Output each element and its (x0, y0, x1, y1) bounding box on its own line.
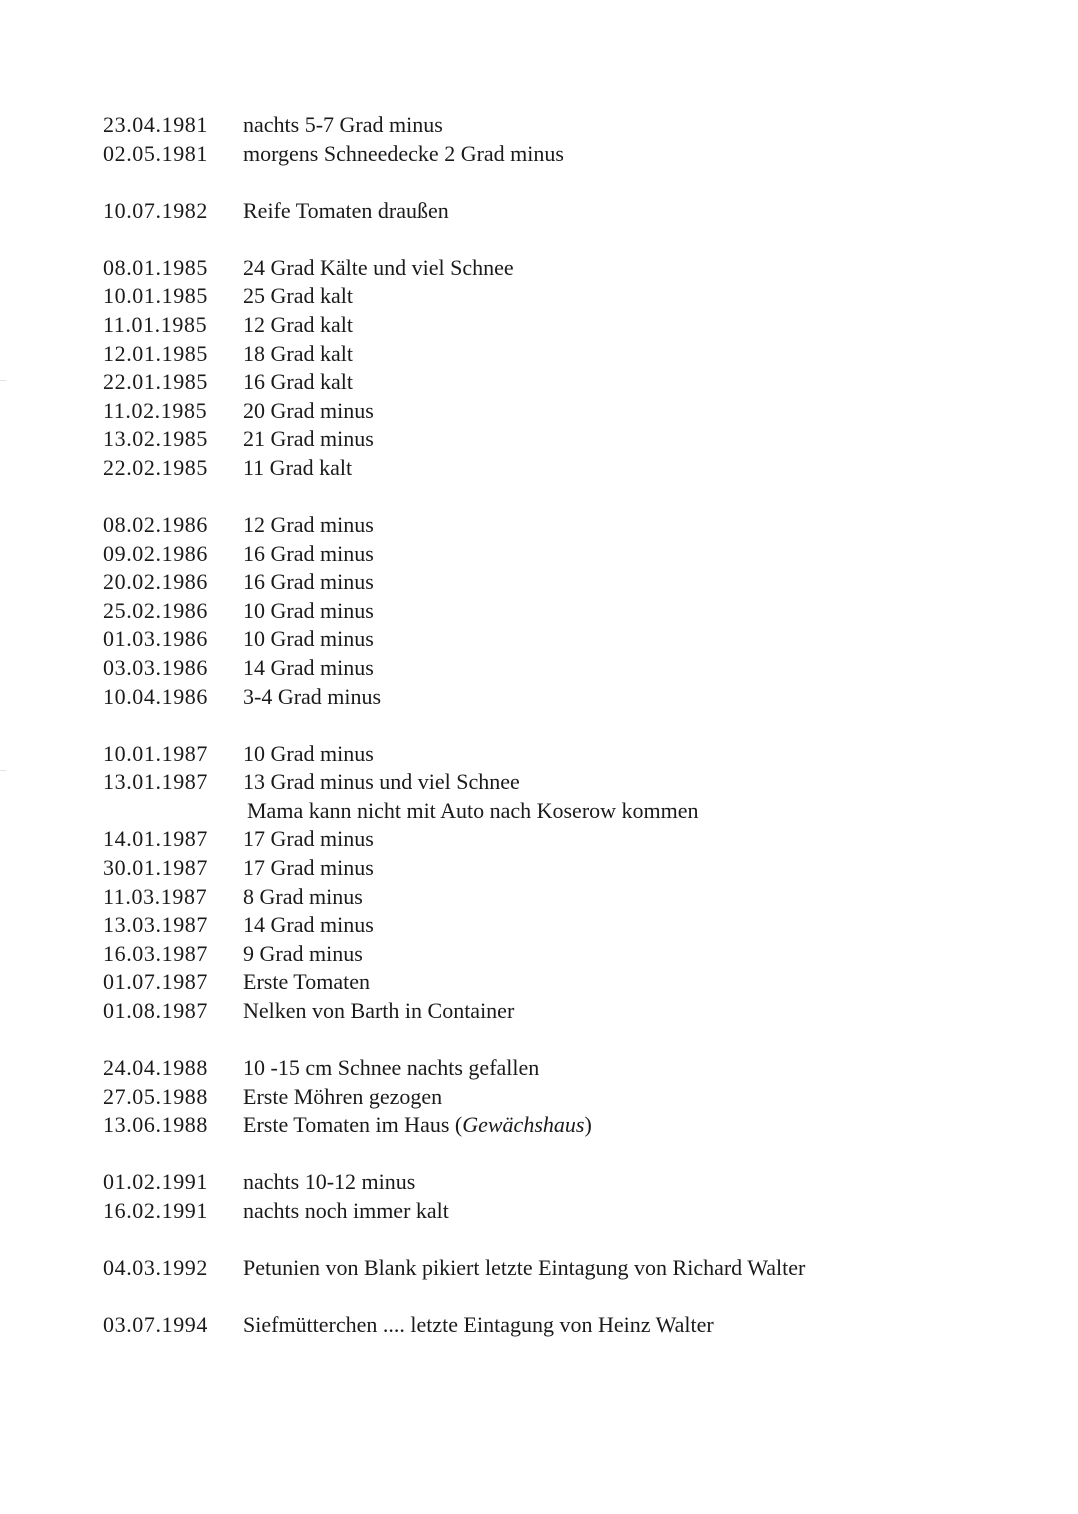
entry-note-italic: Gewächshaus (462, 1112, 585, 1138)
entry-note-text: 9 Grad minus (243, 940, 363, 966)
log-entry (103, 1311, 1003, 1340)
entry-date: 13.01.1987 (103, 769, 208, 795)
log-entry (103, 540, 1003, 569)
log-entry (103, 425, 1003, 454)
entry-note (243, 425, 1003, 454)
entry-group (103, 740, 1003, 1026)
entry-note-text: 25 Grad kalt (243, 283, 353, 309)
entry-date: 01.03.1986 (103, 626, 208, 652)
entry-note (243, 768, 1003, 797)
entry-date: 23.04.1981 (103, 112, 208, 137)
log-entry (103, 797, 1003, 826)
log-entry (103, 311, 1003, 340)
entry-note-text: 20 Grad minus (243, 397, 374, 423)
entry-date: 01.02.1991 (103, 1169, 208, 1195)
entry-date: 22.02.1985 (103, 454, 208, 480)
entry-note (243, 340, 1003, 369)
log-entry (103, 511, 1003, 540)
entry-note (243, 1083, 1003, 1112)
entry-date: 25.02.1986 (103, 597, 208, 623)
entry-note-text: 24 Grad Kälte und viel Schnee (243, 254, 514, 280)
entry-note (243, 454, 1003, 483)
log-entry (103, 1083, 1003, 1112)
entry-note (243, 368, 1003, 397)
entry-note (243, 740, 1003, 769)
entry-note-text: Reife Tomaten draußen (243, 197, 449, 223)
log-entry (103, 340, 1003, 369)
entry-note-text: 13 Grad minus und viel Schnee (243, 769, 520, 795)
entry-date: 11.02.1985 (103, 397, 208, 423)
entry-date: 08.02.1986 (103, 512, 208, 538)
log-entry (103, 683, 1003, 712)
entry-date: 10.07.1982 (103, 197, 208, 223)
entry-group (103, 1254, 1003, 1283)
log-entry (103, 625, 1003, 654)
entry-note-text: Mama kann nicht mit Auto nach Koserow kommen (247, 797, 699, 823)
entry-note-text: 18 Grad kalt (243, 340, 353, 366)
entry-note-text: Petunien von Blank pikiert letzte Eintagung von Richard Walter (243, 1255, 806, 1281)
entry-group (103, 1168, 1003, 1225)
entry-date: 02.05.1981 (103, 140, 208, 166)
log-entry (103, 1197, 1003, 1226)
entry-note (243, 254, 1003, 283)
entry-date: 13.02.1985 (103, 426, 208, 452)
entry-note-text: 10 Grad minus (243, 626, 374, 652)
entry-date: 13.06.1988 (103, 1112, 208, 1138)
entry-date: 20.02.1986 (103, 569, 208, 595)
entry-note (243, 597, 1003, 626)
log-entry (103, 111, 1003, 140)
log-entry (103, 883, 1003, 912)
entry-note-text: 17 Grad minus (243, 826, 374, 852)
entry-note (243, 625, 1003, 654)
log-entry (103, 740, 1003, 769)
entry-note (243, 940, 1003, 969)
entry-note-text: 16 Grad minus (243, 569, 374, 595)
entry-note-text: 16 Grad minus (243, 540, 374, 566)
scan-edge-mark (0, 770, 6, 771)
entry-note (243, 968, 1003, 997)
entry-note-text: 12 Grad minus (243, 512, 374, 538)
entry-note-text: 14 Grad minus (243, 912, 374, 938)
entry-note (243, 911, 1003, 940)
entry-date: 14.01.1987 (103, 826, 208, 852)
log-entry (103, 968, 1003, 997)
entry-date: 03.07.1994 (103, 1312, 208, 1338)
entry-group (103, 511, 1003, 711)
entry-note (243, 883, 1003, 912)
entry-date: 01.07.1987 (103, 969, 208, 995)
log-entry (103, 825, 1003, 854)
log-entry (103, 1111, 1003, 1140)
entry-date: 10.04.1986 (103, 683, 208, 709)
log-entry (103, 940, 1003, 969)
log-entry (103, 568, 1003, 597)
entry-note (243, 140, 1003, 169)
entry-note (243, 854, 1003, 883)
entry-note-text: 16 Grad kalt (243, 369, 353, 395)
entry-note (243, 1197, 1003, 1226)
entry-note (243, 1254, 1003, 1283)
log-entry (103, 597, 1003, 626)
entry-date (103, 797, 243, 826)
entry-note (243, 568, 1003, 597)
entry-note (243, 683, 1003, 712)
entry-date: 10.01.1987 (103, 740, 208, 766)
entry-note-text: Erste Tomaten im Haus ( (243, 1112, 463, 1138)
log-entry (103, 197, 1003, 226)
entry-date: 11.03.1987 (103, 883, 208, 909)
entry-group (103, 197, 1003, 226)
garden-weather-log (103, 111, 1003, 1368)
entry-date: 11.01.1985 (103, 311, 208, 337)
log-entry (103, 768, 1003, 797)
entry-note (243, 540, 1003, 569)
log-entry (103, 454, 1003, 483)
entry-note-text: 21 Grad minus (243, 426, 374, 452)
entry-note (243, 1168, 1003, 1197)
entry-note (243, 311, 1003, 340)
entry-group (103, 1311, 1003, 1340)
log-entry (103, 368, 1003, 397)
entry-group (103, 254, 1003, 483)
entry-date: 12.01.1985 (103, 340, 208, 366)
log-entry (103, 254, 1003, 283)
log-entry (103, 140, 1003, 169)
entry-date: 24.04.1988 (103, 1055, 208, 1081)
log-entry (103, 282, 1003, 311)
log-entry (103, 654, 1003, 683)
entry-note (243, 997, 1003, 1026)
entry-note (243, 511, 1003, 540)
entry-note-text: 11 Grad kalt (243, 454, 353, 480)
entry-date: 03.03.1986 (103, 655, 208, 680)
log-entry (103, 911, 1003, 940)
entry-note-text: morgens Schneedecke 2 Grad minus (243, 140, 564, 166)
entry-note (243, 1111, 1003, 1140)
entry-note (243, 1311, 1003, 1340)
entry-note-text: Siefmütterchen .... letzte Eintagung von Heinz Walter (243, 1312, 714, 1338)
entry-date: 04.03.1992 (103, 1255, 208, 1281)
entry-date: 30.01.1987 (103, 855, 208, 881)
entry-note-text: Nelken von Barth in Container (243, 998, 515, 1024)
entry-note-text: nachts 10-12 minus (243, 1169, 416, 1195)
entry-date: 16.03.1987 (103, 940, 208, 966)
log-entry (103, 1254, 1003, 1283)
entry-note-text: 8 Grad minus (243, 883, 363, 909)
entry-note (243, 397, 1003, 426)
entry-note-text: 17 Grad minus (243, 855, 374, 881)
log-entry (103, 854, 1003, 883)
entry-note-text: 10 Grad minus (243, 740, 374, 766)
entry-note (243, 111, 1003, 140)
scan-edge-mark (0, 380, 6, 381)
entry-note-text: 3-4 Grad minus (243, 683, 382, 709)
entry-note (243, 797, 1003, 826)
log-entry (103, 1054, 1003, 1083)
entry-note-text: Erste Möhren gezogen (243, 1083, 443, 1109)
entry-date: 16.02.1991 (103, 1198, 208, 1223)
entry-date: 01.08.1987 (103, 998, 208, 1024)
entry-note (243, 282, 1003, 311)
entry-note-text: nachts noch immer kalt (243, 1198, 449, 1223)
entry-note-text: 12 Grad kalt (243, 311, 353, 337)
entry-date: 08.01.1985 (103, 254, 208, 280)
log-entry (103, 397, 1003, 426)
entry-note (243, 1054, 1003, 1083)
entry-note (243, 197, 1003, 226)
entry-date: 09.02.1986 (103, 540, 208, 566)
entry-note-text: nachts 5-7 Grad minus (243, 112, 443, 137)
entry-date: 13.03.1987 (103, 912, 208, 938)
entry-note (243, 825, 1003, 854)
entry-note-text: 10 -15 cm Schnee nachts gefallen (243, 1055, 540, 1081)
entry-group (103, 1054, 1003, 1140)
entry-date: 22.01.1985 (103, 369, 208, 395)
log-entry (103, 997, 1003, 1026)
entry-note-suffix: ) (584, 1112, 592, 1138)
entry-date: 10.01.1985 (103, 283, 208, 309)
entry-date: 27.05.1988 (103, 1083, 208, 1109)
log-entry (103, 1168, 1003, 1197)
entry-note-text: 14 Grad minus (243, 655, 374, 680)
entry-group (103, 111, 1003, 168)
entry-note (243, 654, 1003, 683)
entry-note-text: 10 Grad minus (243, 597, 374, 623)
entry-note-text: Erste Tomaten (243, 969, 370, 995)
